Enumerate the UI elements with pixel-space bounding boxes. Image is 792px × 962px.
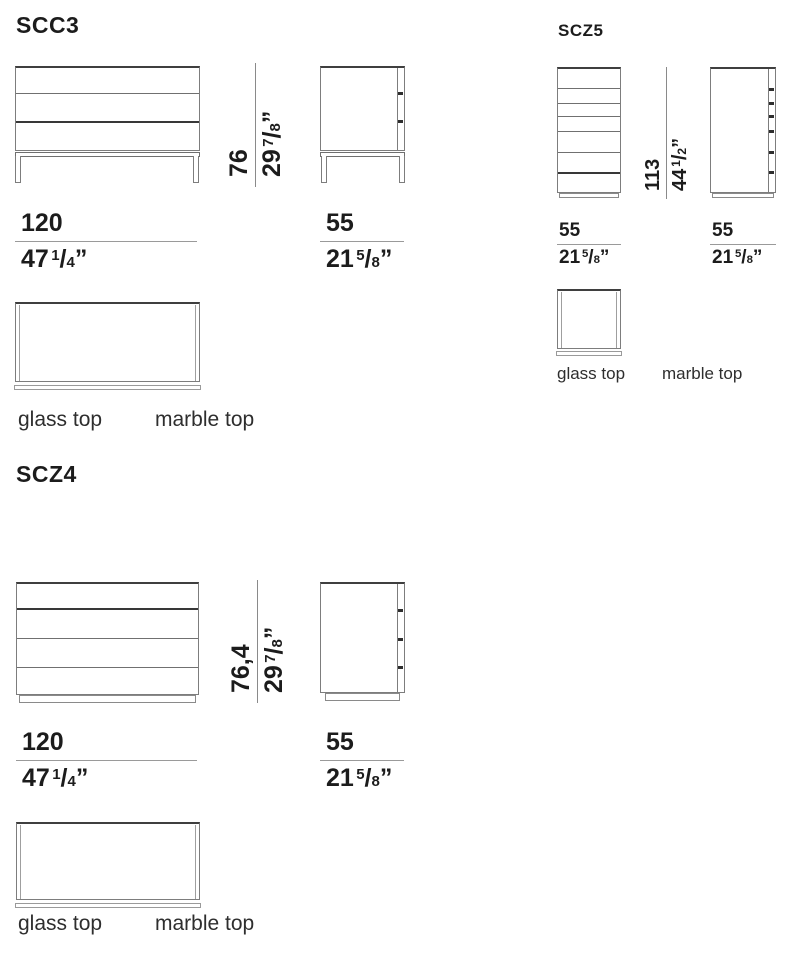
- drawer-tick: [769, 88, 774, 91]
- drawer-divider-line: [558, 172, 620, 174]
- scz5-side-body: [710, 67, 776, 193]
- scz5-width-inches: 21 $^5$/8”: [559, 247, 610, 268]
- scz5-depth-cm: 55: [712, 220, 734, 241]
- scc3-side-body: [320, 66, 405, 151]
- drawer-divider-line: [16, 121, 199, 123]
- scc3-top-view: [15, 302, 202, 392]
- dimension-rule: [320, 760, 404, 761]
- drawer-divider-line: [558, 152, 620, 153]
- top-edge-line: [19, 305, 20, 381]
- drawer-divider-line: [558, 131, 620, 132]
- scz5-depth-dimension: [710, 220, 776, 271]
- scz5-top-strip: [556, 351, 622, 356]
- scz5-marble-top-label: marble top: [662, 364, 743, 383]
- scc3-front-leg-left: [15, 156, 21, 183]
- scc3-glass-top-label: glass top: [18, 408, 103, 431]
- scz4-width-dimension: [16, 728, 197, 796]
- drawer-tick: [769, 115, 774, 118]
- scz4-top-view: [16, 822, 202, 910]
- scc3-marble-top-label: marble top: [155, 408, 255, 431]
- drawer-tick: [769, 171, 774, 174]
- scz4-glass-top-label: glass top: [18, 912, 103, 935]
- scc3-side-rail: [320, 152, 405, 157]
- scz5-title: SCZ5: [558, 21, 604, 40]
- scc3-top-body: [15, 302, 200, 382]
- scc3-width-dimension: [15, 209, 197, 277]
- scc3-depth-inches: 21 $^5$/8”: [326, 245, 393, 273]
- top-edge-line: [561, 292, 562, 348]
- scc3-front-view: [15, 66, 200, 184]
- scc3-title: SCC3: [16, 12, 80, 38]
- drawer-divider-line: [17, 608, 198, 610]
- scc3-top-strip: [14, 385, 201, 390]
- drawer-divider-line: [16, 93, 199, 94]
- scc3-width-inches: 47 $^1$/4”: [21, 245, 88, 273]
- drawer-divider-line: [558, 116, 620, 117]
- top-edge-line: [195, 305, 196, 381]
- scz4-top-body: [16, 822, 200, 900]
- scz5-width-dimension: [557, 220, 621, 271]
- drawer-tick: [398, 609, 403, 612]
- drawer-divider-line: [558, 103, 620, 104]
- scc3-depth-dimension: [320, 209, 404, 277]
- dimension-rule: [16, 760, 197, 761]
- scz4-title: SCZ4: [16, 461, 77, 487]
- drawer-divider-line: [17, 638, 198, 639]
- scz4-width-cm: 120: [22, 728, 64, 756]
- scc3-depth-cm: 55: [326, 209, 354, 237]
- scc3-front-body: [15, 66, 200, 151]
- top-edge-line: [616, 292, 617, 348]
- scz5-front-plinth: [559, 193, 619, 198]
- scz4-side-view: [320, 582, 405, 703]
- scz4-front-plinth: [19, 695, 196, 703]
- scz5-height-inches: $44^1/2$”: [669, 137, 691, 191]
- dimension-rule: [710, 244, 776, 245]
- dimension-rule: [15, 241, 197, 242]
- scc3-height-cm: 76: [225, 149, 253, 177]
- scc3-side-leg-left: [321, 156, 327, 183]
- scz4-depth-dimension: [320, 728, 404, 796]
- top-edge-line: [20, 825, 21, 899]
- scz5-front-view: [557, 67, 621, 199]
- scz4-side-body: [320, 582, 405, 693]
- scc3-width-cm: 120: [21, 209, 63, 237]
- dimension-rule: [557, 244, 621, 245]
- scz5-top-view: [557, 289, 623, 357]
- scz4-side-plinth: [325, 693, 400, 701]
- drawer-tick: [769, 102, 774, 105]
- scz5-glass-top-label: glass top: [557, 364, 626, 383]
- drawer-tick: [769, 130, 774, 133]
- scc3-height-inches: $29^7/8$”: [258, 110, 286, 177]
- scc3-front-rail: [15, 152, 200, 157]
- scc3-side-leg-right: [399, 156, 405, 183]
- scz5-front-body: [557, 67, 621, 193]
- top-edge-line: [195, 825, 196, 899]
- drawer-tick: [398, 666, 403, 669]
- side-panel-line: [397, 68, 398, 150]
- scz4-front-body: [16, 582, 199, 695]
- scz5-width-cm: 55: [559, 220, 581, 241]
- scz4-front-view: [16, 582, 199, 704]
- scz4-depth-cm: 55: [326, 728, 354, 756]
- scz5-depth-inches: 21 $^5$/8”: [712, 247, 763, 268]
- scz4-top-strip: [15, 903, 201, 908]
- drawer-tick: [398, 638, 403, 641]
- scz4-height-inches: $29^7/8$”: [260, 626, 288, 693]
- scc3-front-leg-right: [193, 156, 199, 183]
- drawer-divider-line: [17, 667, 198, 668]
- scz5-side-view: [710, 67, 776, 199]
- dimension-rule: [320, 241, 404, 242]
- drawer-tick: [398, 120, 403, 123]
- scz5-side-plinth: [712, 193, 774, 198]
- scz4-width-inches: 47 $^1$/4”: [22, 764, 89, 792]
- drawer-tick: [398, 92, 403, 95]
- drawer-divider-line: [558, 88, 620, 89]
- scz4-marble-top-label: marble top: [155, 912, 255, 935]
- scz4-height-cm: 76,4: [227, 644, 255, 693]
- scz5-top-body: [557, 289, 621, 349]
- drawer-tick: [769, 151, 774, 154]
- scc3-side-view: [320, 66, 405, 184]
- scz5-height-cm: 113: [642, 158, 664, 191]
- scz4-depth-inches: 21 $^5$/8”: [326, 764, 393, 792]
